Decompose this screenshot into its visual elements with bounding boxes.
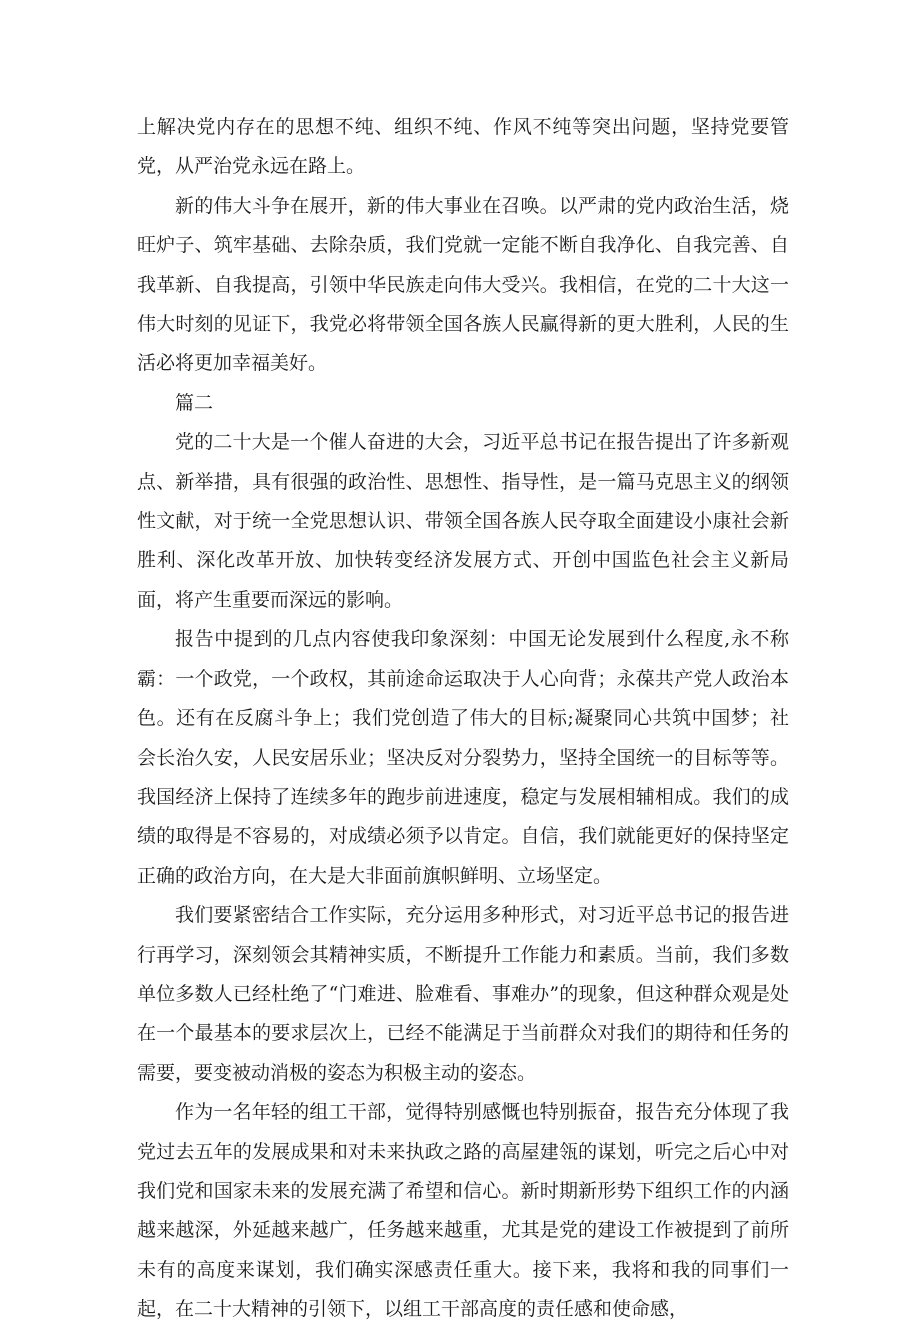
document-page <box>137 108 789 1330</box>
paragraph: 我们要紧密结合工作实际，充分运用多种形式，对习近平总书记的报告进行再学习，深刻领会其精神实质，不断提升工作能力和素质。当前，我们多数单位多数人已经杜绝了“门难进、脸难看、事难办”的现象，但这种群众观是处在一个最基本的要求层次上，已经不能满足于当前群众对我们的期待和任务的需要，要变被动消极的姿态为积极主动的姿态。 <box>137 904 789 1084</box>
section-heading: 篇二 <box>175 391 214 414</box>
paragraph: 作为一名年轻的组工干部，觉得特别感慨也特别振奋，报告充分体现了我党过去五年的发展成果和对未来执政之路的高屋建瓴的谋划，听完之后心中对我们党和国家未来的发展充满了希望和信心。新时期新形势下组织工作的内涵越来越深，外延越来越广，任务越来越重，尤其是党的建设工作被提到了前所未有的高度来谋划，我们确实深感责任重大。接下来，我将和我的同事们一起，在二十大精神的引领下，以组工干部高度的责任感和使命感， <box>137 1101 789 1321</box>
paragraph-continued: 上解决党内存在的思想不纯、组织不纯、作风不纯等突出问题，坚持党要管党，从严治党永远在路上。 <box>137 116 789 178</box>
paragraph: 新的伟大斗争在展开，新的伟大事业在召唤。以严肃的党内政治生活，烧旺炉子、筑牢基础、去除杂质，我们党就一定能不断自我净化、自我完善、自我革新、自我提高，引领中华民族走向伟大受兴。我相信，在党的二十大这一伟大时刻的见证下，我党必将带领全国各族人民赢得新的更大胜利，人民的生活必将更加幸福美好。 <box>137 194 789 375</box>
paragraph: 党的二十大是一个催人奋进的大会，习近平总书记在报告提出了许多新观点、新举措，具有很强的政治性、思想性、指导性，是一篇马克思主义的纲领性文献，对于统一全党思想认识、带领全国各族人民夺取全面建设小康社会新胜利、深化改革开放、加快转变经济发展方式、开创中国监色社会主义新局面，将产生重要而深远的影响。 <box>137 431 789 611</box>
paragraph: 报告中提到的几点内容使我印象深刻：中国无论发展到什么程度,永不称霸：一个政党，一个政权，其前途命运取决于人心向背；永葆共产党人政治本色。还有在反腐斗争上；我们党创造了伟大的目标;凝聚同心共筑中国梦；社会长治久安，人民安居乐业；坚决反对分裂势力，坚持全国统一的目标等等。我国经济上保持了连续多年的跑步前进速度，稳定与发展相辅相成。我们的成绩的取得是不容易的，对成绩必须予以肯定。自信，我们就能更好的保持坚定正确的政治方向，在大是大非面前旗帜鲜明、立场坚定。 <box>137 628 789 887</box>
